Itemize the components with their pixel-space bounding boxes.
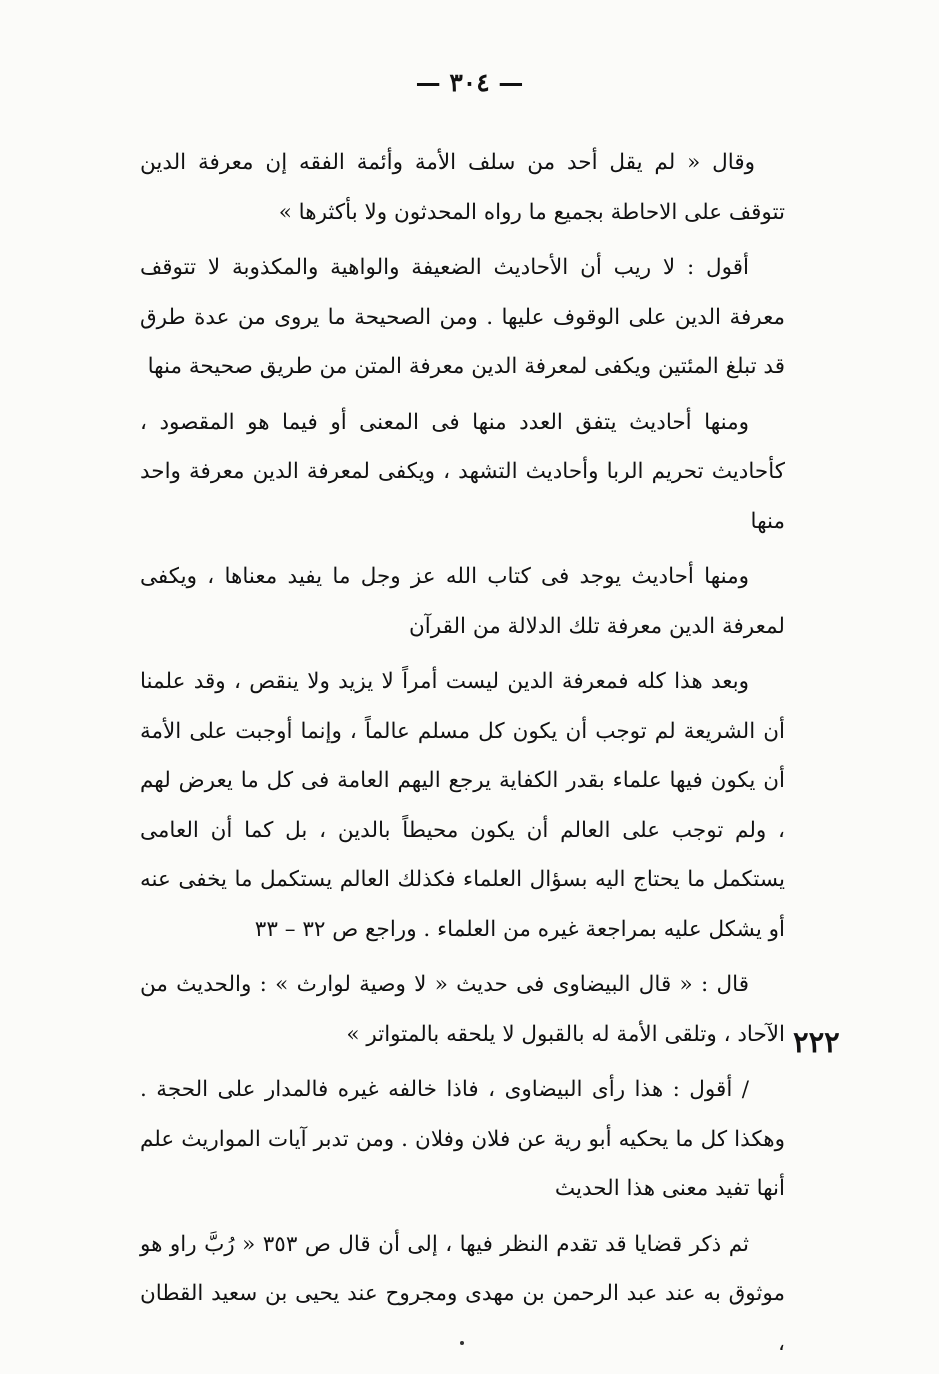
paragraph: ومنها أحاديث يوجد فى كتاب الله عز وجل ما يفيد معناها ، ويكفى لمعرفة الدين معرفة تلك الدلالة من القرآن [140,564,785,639]
paragraph: أقول : لا ريب أن الأحاديث الضعيفة والواهية والمكذوبة لا تتوقف معرفة الدين على الوقوف عليها . ومن الصحيحة ما يروى من عدة طرق قد تبلغ المئتين ويكفى لمعرفة الدين معرفة المتن من طريق صحيحة منها [140,255,785,379]
paragraph: وبعد هذا كله فمعرفة الدين ليست أمراً لا يزيد ولا ينقص ، وقد علمنا أن الشريعة لم توجب أن يكون كل مسلم عالماً ، وإنما أوجبت على الأمة أن يكون فيها علماء بقدر الكفاية يرجع اليهم العامة فى كل ما يعرض لهم ، ولم توجب على العالم أن يكون محيطاً بالدين ، بل كما أن العامى يستكمل ما يحتاج اليه بسؤال العلماء فكذلك العالم يستكمل ما يخفى عنه أو يشكل عليه بمراجعة غيره من العلماء . وراجع ص ٣٢ – ٣٣ [140,669,785,942]
paragraph: قال : « قال البيضاوى فى حديث « لا وصية لوارث » : والحديث من الآحاد ، وتلقى الأمة له بالقبول لا يلحقه بالمتواتر » [140,972,785,1047]
paragraph: ومنها أحاديث يتفق العدد منها فى المعنى أو فيما هو المقصود ، كأحاديث تحريم الربا وأحاديث التشهد ، ويكفى لمعرفة الدين معرفة واحد منها [140,409,785,534]
page-number: — ٣٠٤ — [415,68,524,97]
margin-page-reference: ٢٢٢ [793,1025,840,1059]
paragraph: / أقول : هذا رأى البيضاوى ، فاذا خالفه غيره فالمدار على الحجة . وهكذا كل ما يحكيه أبو رية عن فلان وفلان . ومن تدبر آيات المواريث علم أنها تفيد معنى هذا الحديث [140,1077,785,1201]
paragraph: ثم ذكر قضايا قد تقدم النظر فيها ، إلى أن قال ص ٣٥٣ « رُبَّ راو هو موثوق به عند عبد الرحمن بن مهدى ومجروح عند يحيى بن سعيد القطان ، [140,1231,785,1356]
paragraph: وقال « لم يقل أحد من سلف الأمة وأئمة الفقه إن معرفة الدين تتوقف على الاحاطة بجميع ما رواه المحدثون ولا بأكثرها » [140,150,785,225]
body-text [140,138,785,1374]
footer-dot [460,1341,464,1345]
